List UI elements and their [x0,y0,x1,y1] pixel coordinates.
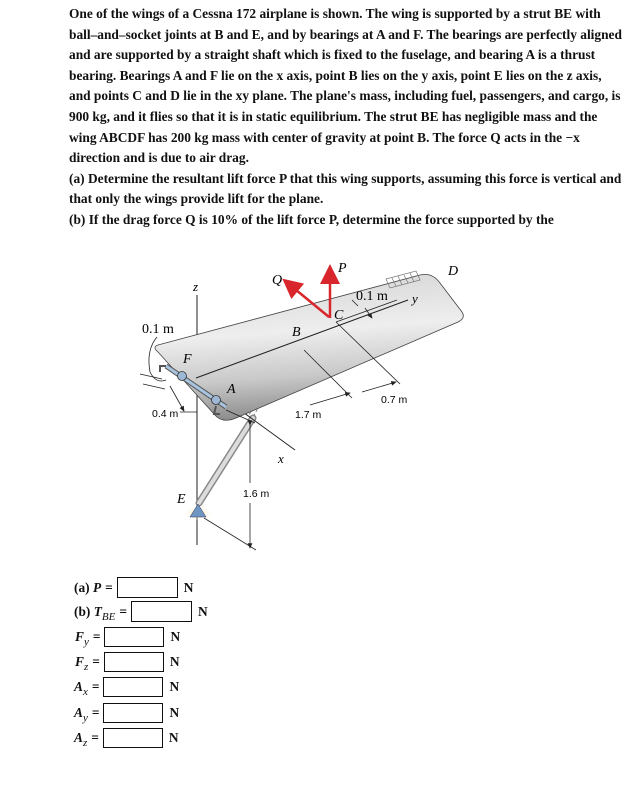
bearing-Ay-input[interactable] [103,703,163,723]
answer-row-TBE [74,601,208,622]
z-axis-label: z [193,279,199,294]
answer-subscript: y [83,636,89,648]
x-axis-label: x [278,451,284,466]
unit-label: N [168,730,179,745]
dim-0.1m-right: 0.1 m [356,289,388,304]
unit-label: N [169,705,180,720]
dim-1.6m: 1.6 m [243,488,270,500]
bearing-Az-input[interactable] [103,728,163,748]
wing-diagram [0,250,643,570]
answer-subscript: y [82,712,88,724]
answer-row-Az [74,728,179,748]
dim-0.7m: 0.7 m [381,394,408,406]
answer-prefix: (b) [74,603,94,619]
answer-subscript: BE [101,610,116,623]
point-B-label: B [292,325,301,340]
unit-label: N [169,654,180,669]
point-D-label: D [448,264,459,279]
answer-symbol: F [75,629,84,644]
point-C-label: C [334,308,344,323]
answer-symbol: A [74,705,83,720]
equals-sign: = [119,603,127,619]
equals-sign: = [92,629,101,644]
answer-symbol: T [93,603,102,619]
force-P-label: P [338,261,347,276]
answer-row-Ax [74,677,179,697]
answer-row-Fy [75,627,180,647]
answer-row-Ay [74,703,179,723]
answer-subscript: z [83,661,89,673]
equals-sign: = [92,654,100,669]
equals-sign: = [105,579,113,595]
point-F-label: F [183,352,192,367]
problem-paragraph: One of the wings of a Cessna 172 airplane is shown. The wing is supported by a strut BE with ball–and–socket joints at B and E, and by bearings at A and F. The bearings are perfectly aligned and are supported by a straight shaft which is fixed to the fuselage, and bearing A is a thrust bearing. Bearings A and F lie on the x axis, point B lies on the y axis, point E lies on the z axis, and points C and D lie in the xy plane. The plane's mass, including fuel, passengers, and cargo, is 900 kg, and it flies so that it is in static equilibrium. The strut BE has negligible mass and the wing ABCDF has 200 kg mass with center of gravity at point B. The force Q acts in the −x direction and is due to air drag. [69,6,622,166]
answer-symbol: A [74,679,83,694]
answer-row-P [74,577,193,598]
bearing-Ax-input[interactable] [103,677,163,697]
point-E-label: E [177,492,186,507]
part-b-prompt: (b) If the drag force Q is 10% of the lift force P, determine the force supported by the [69,211,554,227]
dim-0.4m: 0.4 m [152,408,179,420]
answer-symbol: A [74,730,83,745]
lift-force-P-input[interactable] [117,577,178,598]
equals-sign: = [91,679,100,694]
force-Q-label: Q [272,273,283,288]
answer-subscript: z [82,737,88,749]
equals-sign: = [91,730,99,745]
unit-label: N [170,629,181,644]
answer-prefix: (a) [74,579,93,595]
equals-sign: = [91,705,100,720]
answer-symbol: P [92,579,102,595]
unit-label: N [169,679,180,694]
unit-label: N [183,579,194,595]
bearing-Fz-input[interactable] [104,652,164,672]
bearing-Fy-input[interactable] [104,627,164,647]
y-axis-label: y [412,291,418,306]
part-a-prompt: (a) Determine the resultant lift force P that this wing supports, assuming this force is vertical and that only the wings provide lift for the plane. [69,170,622,207]
dim-0.1m-left: 0.1 m [142,322,174,337]
answer-subscript: x [82,686,88,698]
unit-label: N [198,603,208,619]
answer-symbol: F [75,654,84,669]
problem-statement [69,4,625,231]
answer-row-Fz [75,652,180,672]
point-A-label: A [227,382,236,397]
bearing-F [178,372,187,381]
dim-1.7m: 1.7 m [295,409,322,421]
strut-force-TBE-input[interactable] [131,601,192,622]
bearing-A [212,396,221,405]
